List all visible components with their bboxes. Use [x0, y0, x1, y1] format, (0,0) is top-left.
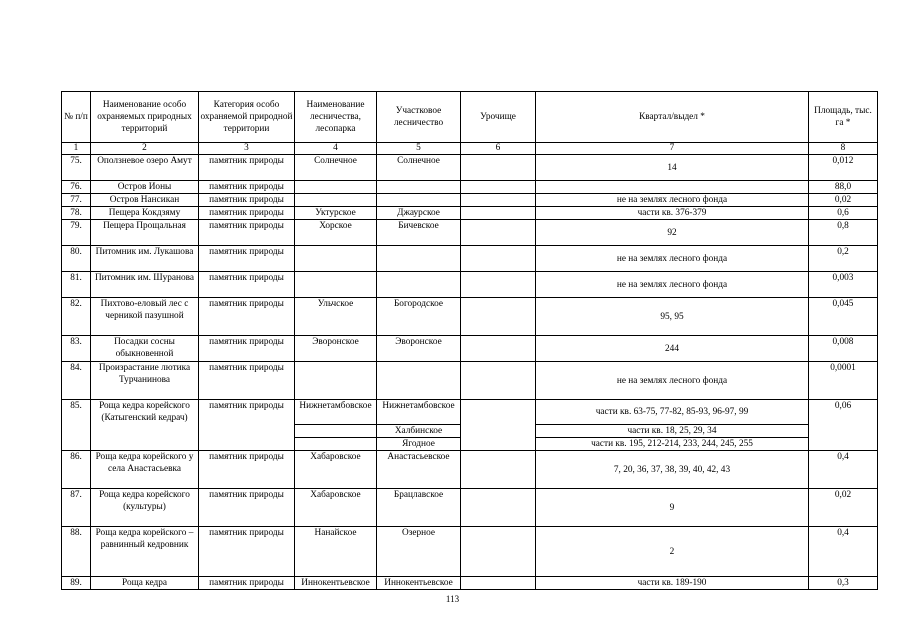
area-value: 0,4 [809, 451, 878, 489]
area-name: Произрастание лютика Турчанинова [91, 362, 199, 400]
district-forestry [377, 272, 461, 298]
col-number: 6 [461, 143, 536, 155]
table-row [62, 155, 878, 181]
forestry-name: Нанайское [295, 527, 377, 577]
tract [461, 400, 536, 451]
header-name: Наименование особо охраняемых природных территорий [91, 92, 199, 143]
tract [461, 336, 536, 362]
column-number-row [62, 143, 878, 155]
quarter: 14 [536, 155, 809, 181]
forestry-name: Нижнетамбовское [295, 400, 377, 425]
header-area: Площадь, тыс. га * [809, 92, 878, 143]
header-forestry: Наименование лесничества, лесопарка [295, 92, 377, 143]
header-tract: Урочище [461, 92, 536, 143]
col-number: 2 [91, 143, 199, 155]
tract [461, 207, 536, 220]
col-number: 7 [536, 143, 809, 155]
district-forestry [377, 194, 461, 207]
area-category: памятник природы [199, 451, 295, 489]
area-value: 0,02 [809, 194, 878, 207]
area-value: 0,2 [809, 246, 878, 272]
area-category: памятник природы [199, 336, 295, 362]
area-name: Остров Нансикан [91, 194, 199, 207]
district-forestry: Брацлавское [377, 489, 461, 527]
page-number: 113 [445, 594, 460, 604]
area-category: памятник природы [199, 577, 295, 590]
protected-areas-table [61, 91, 878, 590]
district-forestry: Иннокентьевское [377, 577, 461, 590]
area-name: Роща кедра корейского – равнинный кедровник [91, 527, 199, 577]
area-category: памятник природы [199, 155, 295, 181]
district-forestry [377, 246, 461, 272]
quarter: части кв. 189-190 [536, 577, 809, 590]
area-value: 0,0001 [809, 362, 878, 400]
district-forestry: Солнечное [377, 155, 461, 181]
table-row [62, 451, 878, 489]
row-number: 85. [62, 400, 91, 451]
tract [461, 577, 536, 590]
table-row [62, 272, 878, 298]
row-number: 76. [62, 181, 91, 194]
forestry-name: Ульчское [295, 298, 377, 336]
area-value: 0,045 [809, 298, 878, 336]
area-category: памятник природы [199, 246, 295, 272]
area-category: памятник природы [199, 220, 295, 246]
area-name: Оползневое озеро Амут [91, 155, 199, 181]
forestry-name [295, 272, 377, 298]
quarter: 92 [536, 220, 809, 246]
area-name: Роща кедра корейского (Катыгенский кедрач) [91, 400, 199, 451]
area-category: памятник природы [199, 207, 295, 220]
tract [461, 181, 536, 194]
col-number: 1 [62, 143, 91, 155]
area-value: 0,02 [809, 489, 878, 527]
district-forestry: Нижнетамбовское [377, 400, 461, 425]
quarter: части кв. 376-379 [536, 207, 809, 220]
table-row [62, 527, 878, 577]
forestry-name: Эворонское [295, 336, 377, 362]
area-category: памятник природы [199, 194, 295, 207]
quarter: части кв. 18, 25, 29, 34 [536, 425, 809, 438]
district-forestry: Ягодное [377, 438, 461, 451]
row-number: 82. [62, 298, 91, 336]
table-header-row [62, 92, 878, 143]
table-row [62, 362, 878, 400]
tract [461, 298, 536, 336]
tract [461, 194, 536, 207]
forestry-name: Иннокентьевское [295, 577, 377, 590]
row-number: 81. [62, 272, 91, 298]
district-forestry: Анастасьевское [377, 451, 461, 489]
forestry-name [295, 246, 377, 272]
area-category: памятник природы [199, 400, 295, 451]
table-row [62, 400, 878, 425]
area-value: 0,6 [809, 207, 878, 220]
area-category: памятник природы [199, 527, 295, 577]
district-forestry [377, 181, 461, 194]
district-forestry: Богородское [377, 298, 461, 336]
quarter: не на землях лесного фонда [536, 246, 809, 272]
area-category: памятник природы [199, 362, 295, 400]
row-number: 84. [62, 362, 91, 400]
area-name: Питомник им. Шуранова [91, 272, 199, 298]
area-category: памятник природы [199, 489, 295, 527]
row-number: 79. [62, 220, 91, 246]
forestry-name [295, 438, 377, 451]
quarter: 2 [536, 527, 809, 577]
area-value: 0,3 [809, 577, 878, 590]
forestry-name [295, 425, 377, 438]
quarter: 7, 20, 36, 37, 38, 39, 40, 42, 43 [536, 451, 809, 489]
col-number: 3 [199, 143, 295, 155]
table-row [62, 194, 878, 207]
tract [461, 272, 536, 298]
table-row [62, 246, 878, 272]
row-number: 78. [62, 207, 91, 220]
table-row [62, 207, 878, 220]
area-name: Посадки сосны обыкновенной [91, 336, 199, 362]
area-category: памятник природы [199, 298, 295, 336]
table-row [62, 298, 878, 336]
col-number: 5 [377, 143, 461, 155]
area-value: 0,003 [809, 272, 878, 298]
area-value: 0,06 [809, 400, 878, 451]
table-row [62, 336, 878, 362]
forestry-name: Хабаровское [295, 489, 377, 527]
row-number: 75. [62, 155, 91, 181]
tract [461, 451, 536, 489]
area-name: Пещера Кокдзяму [91, 207, 199, 220]
area-name: Питомник им. Лукашова [91, 246, 199, 272]
area-name: Пихтово-еловый лес с черникой пазушной [91, 298, 199, 336]
header-quarter: Квартал/выдел * [536, 92, 809, 143]
quarter: не на землях лесного фонда [536, 272, 809, 298]
area-category: памятник природы [199, 272, 295, 298]
forestry-name: Солнечное [295, 155, 377, 181]
forestry-name [295, 362, 377, 400]
district-forestry: Халбинское [377, 425, 461, 438]
col-number: 4 [295, 143, 377, 155]
col-number: 8 [809, 143, 878, 155]
tract [461, 489, 536, 527]
table-row [62, 577, 878, 590]
row-number: 87. [62, 489, 91, 527]
area-value: 0,4 [809, 527, 878, 577]
table-row [62, 181, 878, 194]
area-name: Роща кедра корейского у села Анастасьевка [91, 451, 199, 489]
tract [461, 220, 536, 246]
quarter: 95, 95 [536, 298, 809, 336]
area-name: Остров Ионы [91, 181, 199, 194]
row-number: 83. [62, 336, 91, 362]
forestry-name: Уктурское [295, 207, 377, 220]
district-forestry [377, 362, 461, 400]
area-name: Пещера Прощальная [91, 220, 199, 246]
row-number: 88. [62, 527, 91, 577]
tract [461, 246, 536, 272]
district-forestry: Эворонское [377, 336, 461, 362]
row-number: 77. [62, 194, 91, 207]
row-number: 86. [62, 451, 91, 489]
table-row [62, 489, 878, 527]
forestry-name: Хорское [295, 220, 377, 246]
header-category: Категория особо охраняемой природной территории [199, 92, 295, 143]
forestry-name [295, 181, 377, 194]
quarter [536, 181, 809, 194]
quarter: 9 [536, 489, 809, 527]
quarter: 244 [536, 336, 809, 362]
row-number: 80. [62, 246, 91, 272]
quarter: не на землях лесного фонда [536, 362, 809, 400]
area-name: Роща кедра [91, 577, 199, 590]
quarter: не на землях лесного фонда [536, 194, 809, 207]
quarter: части кв. 195, 212-214, 233, 244, 245, 255 [536, 438, 809, 451]
header-number: № п/п [62, 92, 91, 143]
forestry-name: Хабаровское [295, 451, 377, 489]
district-forestry: Джаурское [377, 207, 461, 220]
area-name: Роща кедра корейского (культуры) [91, 489, 199, 527]
area-value: 0,012 [809, 155, 878, 181]
tract [461, 527, 536, 577]
area-value: 0,8 [809, 220, 878, 246]
header-district-forestry: Участковое лесничество [377, 92, 461, 143]
area-category: памятник природы [199, 181, 295, 194]
area-value: 88,0 [809, 181, 878, 194]
district-forestry: Озерное [377, 527, 461, 577]
quarter: части кв. 63-75, 77-82, 85-93, 96-97, 99 [536, 400, 809, 425]
area-value: 0,008 [809, 336, 878, 362]
forestry-name [295, 194, 377, 207]
row-number: 89. [62, 577, 91, 590]
tract [461, 362, 536, 400]
district-forestry: Бичевское [377, 220, 461, 246]
tract [461, 155, 536, 181]
table-row [62, 220, 878, 246]
